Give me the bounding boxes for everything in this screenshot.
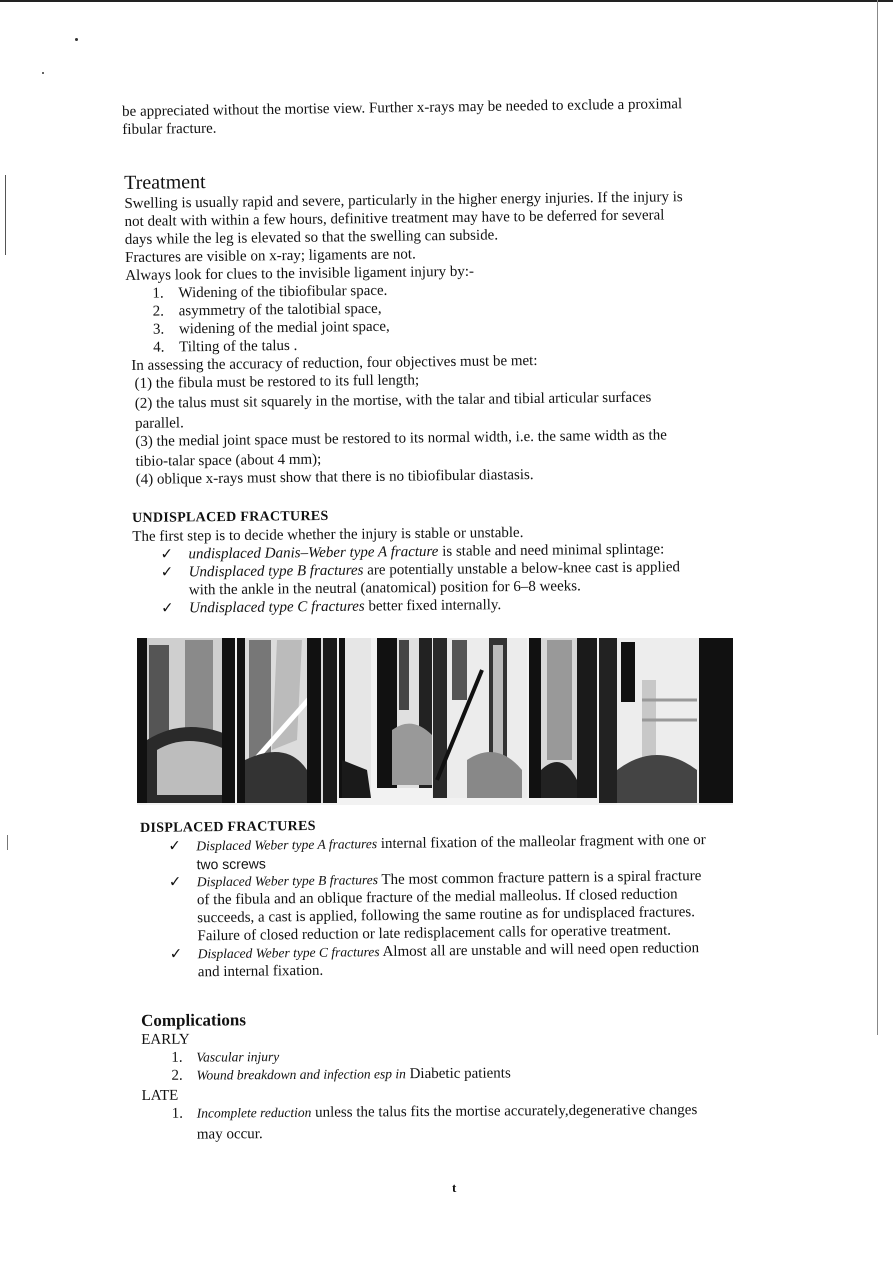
text-line: Swelling is usually rapid and severe, particularly in the higher energy injuries. If the injury is [124,189,683,212]
list-item: ✓ Displaced Weber type C fractures Almost all are unstable and will need open reduction [142,939,708,964]
check-icon: ✓ [168,838,182,855]
text-line: (4) oblique x-rays must show that there is no tibiofibular diastasis. [135,467,534,488]
intro-line: fibular fracture. [122,120,217,138]
list-item: 2. Wound breakdown and infection esp in Diabetic patients [171,1065,511,1084]
text-line: Fractures are visible on x-ray; ligaments are not. [124,246,416,266]
text-line: and internal fixation. [197,962,324,981]
list-item: ✓ Undisplaced type C fractures better fixed internally. [133,594,681,618]
text-line: two screws [196,855,266,873]
xray-panel [432,638,527,798]
text-line: The first step is to decide whether the injury is stable or unstable. [132,524,524,545]
treatment-heading: Treatment [124,171,206,194]
xray-panel [339,638,371,798]
text-line: (3) the medial joint space must be restored to its normal width, i.e. the same width as the [135,427,667,450]
text-line: days while the leg is elevated so that the swelling can subside. [124,227,499,248]
list-item: ✓ undisplaced Danis–Weber type A fracture is stable and need minimal splintage: [132,540,680,564]
complications-heading: Complications [141,1010,246,1030]
xray-panel [137,638,235,803]
ligament-clues-list [125,278,684,357]
xray-panel [599,638,733,803]
check-icon: ✓ [160,600,174,617]
text-line: In assessing the accuracy of reduction, four objectives must be met: [131,352,538,374]
undisplaced-fractures-section [132,504,680,618]
text-line: with the ankle in the neutral (anatomical) position for 6–8 weeks. [188,578,581,599]
text-line: (1) the fibula must be restored to its full length; [134,372,420,392]
displaced-fractures-section [140,813,707,982]
text-line: (2) the talus must sit squarely in the mortise, with the talar and tibial articular surfaces [134,389,652,412]
list-item: 3. widening of the medial joint space, [152,318,390,338]
intro-paragraph [122,95,683,139]
early-label: EARLY [141,1031,190,1048]
complications-section [141,1007,697,1144]
xray-panel [529,638,597,798]
displaced-heading: DISPLACED FRACTURES [140,818,316,836]
list-item: ✓ Undisplaced type B fractures are potentially unstable a below-knee cast is applied [133,558,681,582]
list-item: 1. Incomplete reduction unless the talus fits the mortise accurately,degenerative changes [171,1102,698,1122]
text-line: tibio-talar space (about 4 mm); [135,451,322,470]
check-icon: ✓ [169,946,183,963]
check-icon: ✓ [168,874,182,891]
page-number: t [452,1180,457,1195]
text-line: of the fibula and an oblique fracture of the medial malleolus. If closed reduction [196,886,678,909]
text-line: Failure of closed reduction or late redisplacement calls for operative treatment. [197,922,672,945]
text-line: not dealt with within a few hours, definitive treatment may have to be deferred for several [124,207,665,230]
ankle-xray-images [137,620,733,805]
list-item: 1. Vascular injury [171,1049,280,1066]
list-item: ✓ Displaced Weber type A fractures internal fixation of the malleolar fragment with one or [140,831,706,856]
check-icon: ✓ [160,564,174,581]
text-line: Always look for clues to the invisible ligament injury by:- [125,263,475,284]
list-item: 4. Tilting of the talus . [153,337,298,356]
undisplaced-heading: UNDISPLACED FRACTURES [132,508,329,526]
list-item: ✓ Displaced Weber type B fractures The most common fracture pattern is a spiral fracture [141,867,707,892]
xray-panel [237,638,337,803]
text-line: succeeds, a cast is applied, following the same routine as for undisplaced fractures. [197,904,696,927]
intro-line: be appreciated without the mortise view. Further x-rays may be needed to exclude a proximal [122,96,683,120]
text-line: parallel. [134,415,184,432]
list-item: 2. asymmetry of the talotibial space, [152,300,382,320]
late-label: LATE [141,1087,179,1104]
list-item: 1. Widening of the tibiofibular space. [152,282,388,302]
treatment-section [124,165,686,489]
text-line: may occur. [196,1126,263,1143]
check-icon: ✓ [160,546,174,563]
xray-panel [377,638,439,788]
